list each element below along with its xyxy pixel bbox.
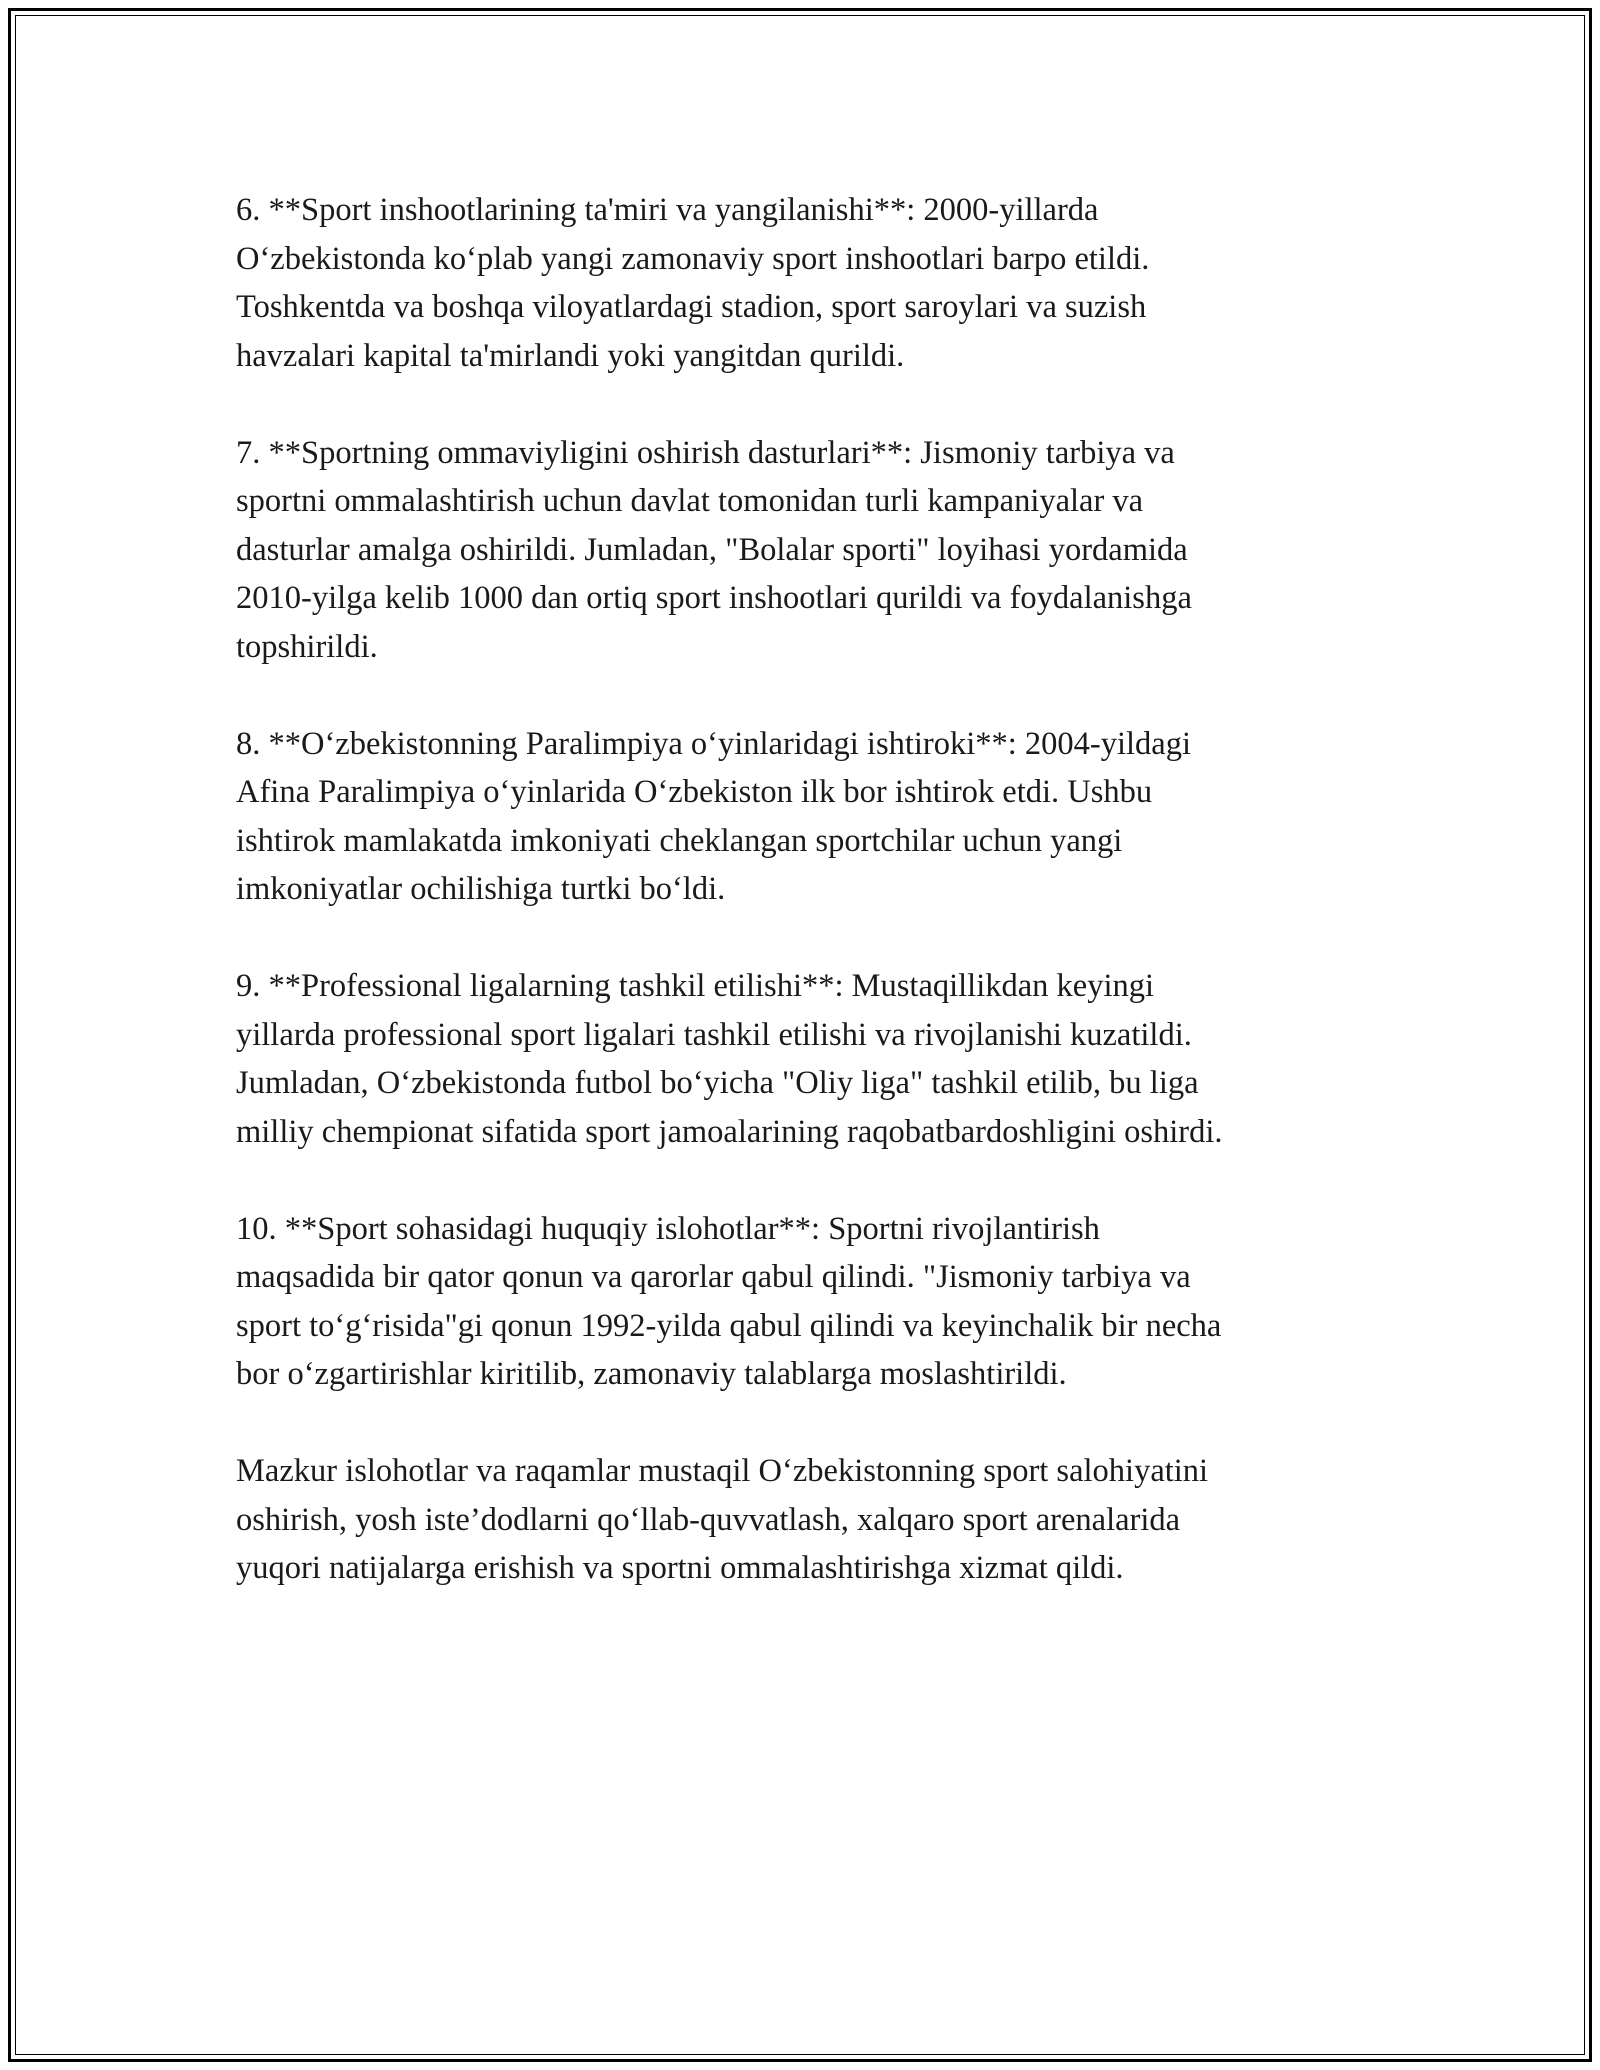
text-line: O‘zbekistonda ko‘plab yangi zamonaviy sport inshootlari barpo etildi. xyxy=(236,240,1150,277)
text-line: milliy chempionat sifatida sport jamoalarining raqobatbardoshligini oshirdi. xyxy=(236,1113,1223,1150)
text-line: 8. **O‘zbekistonning Paralimpiya o‘yinlaridagi ishtiroki**: 2004-yildagi xyxy=(236,725,1191,762)
paragraph-popularity-programs xyxy=(236,429,1356,672)
paragraph-legal-reforms xyxy=(236,1205,1356,1399)
text-line: 2010-yilga kelib 1000 dan ortiq sport inshootlari qurildi va foydalanishga xyxy=(236,580,1192,616)
text-line: Afina Paralimpiya o‘yinlarida O‘zbekiston ilk bor ishtirok etdi. Ushbu xyxy=(236,774,1153,810)
text-line: Jumladan, O‘zbekistonda futbol bo‘yicha "Oliy liga" tashkil etilib, bu liga xyxy=(236,1065,1199,1101)
paragraph-conclusion xyxy=(236,1447,1356,1593)
text-line: sport to‘g‘risida"gi qonun 1992-yilda qabul qilindi va keyinchalik bir necha xyxy=(236,1307,1222,1344)
text-line: ishtirok mamlakatda imkoniyati cheklangan sportchilar uchun yangi xyxy=(236,822,1123,859)
text-line: havzalari kapital ta'mirlandi yoki yangitdan qurildi. xyxy=(236,337,905,374)
text-line: 9. **Professional ligalarning tashkil etilishi**: Mustaqillikdan keyingi xyxy=(236,968,1155,1004)
paragraph-sport-facilities xyxy=(236,186,1356,380)
text-line: topshirildi. xyxy=(236,628,378,665)
text-line: dasturlar amalga oshirildi. Jumladan, "Bolalar sporti" loyihasi yordamida xyxy=(236,531,1188,568)
text-line: Toshkentda va boshqa viloyatlardagi stadion, sport saroylari va suzish xyxy=(236,289,1147,325)
text-line: bor o‘zgartirishlar kiritilib, zamonaviy talablarga moslashtirildi. xyxy=(236,1356,1067,1392)
text-line: oshirish, yosh iste’dodlarni qo‘llab-quvvatlash, xalqaro sport arenalarida xyxy=(236,1501,1181,1538)
text-line: sportni ommalashtirish uchun davlat tomonidan turli kampaniyalar va xyxy=(236,483,1144,519)
paragraph-paralympics xyxy=(236,720,1356,914)
text-line: 10. **Sport sohasidagi huquqiy islohotlar**: Sportni rivojlantirish xyxy=(236,1210,1100,1247)
text-line: yillarda professional sport ligalari tashkil etilishi va rivojlanishi kuzatildi. xyxy=(236,1016,1192,1053)
text-line: 7. **Sportning ommaviyligini oshirish dasturlari**: Jismoniy tarbiya va xyxy=(236,434,1175,471)
text-line: yuqori natijalarga erishish va sportni ommalashtirishga xizmat qildi. xyxy=(236,1550,1124,1586)
text-line: imkoniyatlar ochilishiga turtki bo‘ldi. xyxy=(236,871,726,907)
text-line: maqsadida bir qator qonun va qarorlar qabul qilindi. "Jismoniy tarbiya va xyxy=(236,1259,1191,1295)
paragraph-professional-leagues xyxy=(236,962,1356,1156)
document-body xyxy=(236,186,1356,1641)
text-line: Mazkur islohotlar va raqamlar mustaqil O‘zbekistonning sport salohiyatini xyxy=(236,1453,1209,1489)
text-line: 6. **Sport inshootlarining ta'miri va yangilanishi**: 2000-yillarda xyxy=(236,192,1099,228)
